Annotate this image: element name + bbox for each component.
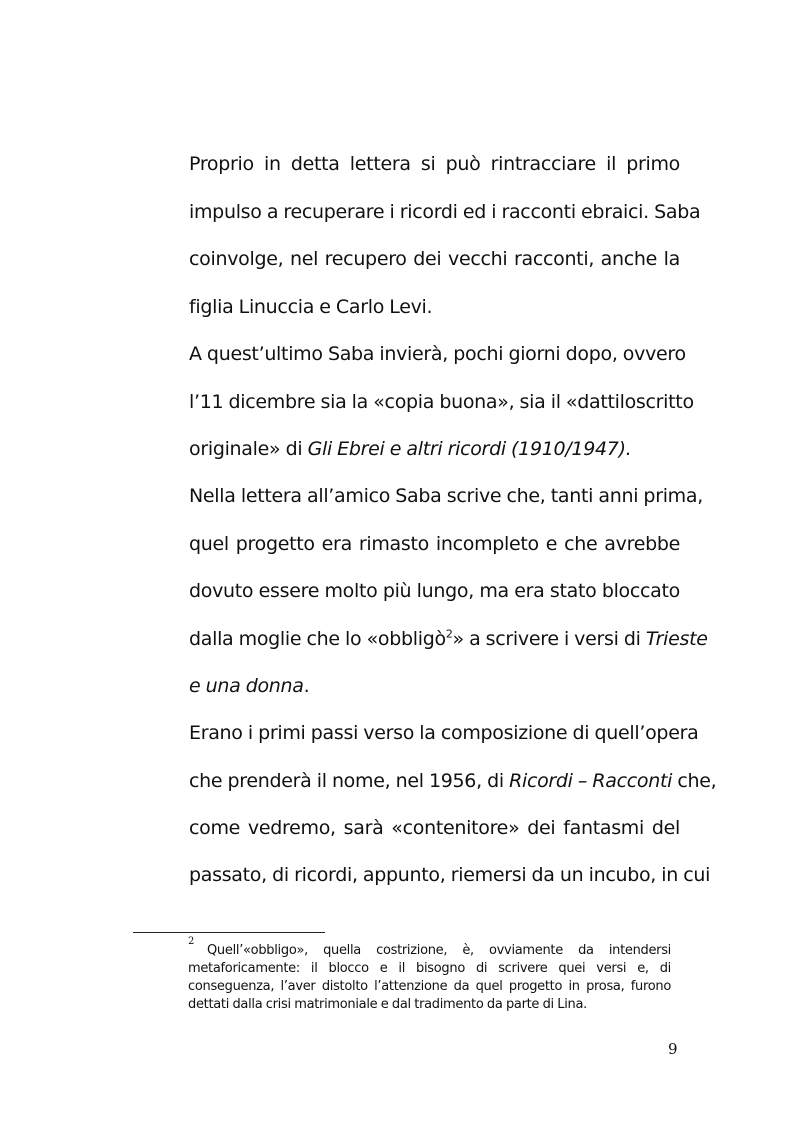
page-number: 9 — [668, 1040, 678, 1058]
text-segment: che prenderà il nome, nel 1956, di — [189, 770, 510, 792]
footnote-line: conseguenza, l’aver distolto l’attenzione da quel progetto in prosa, furono — [188, 979, 671, 994]
footnote-mark: 2 — [188, 936, 195, 947]
footnote-line: metaforicamente: il blocco e il bisogno di scrivere quei versi e, di — [188, 961, 671, 976]
book-title: Trieste — [645, 628, 708, 650]
paragraph-line — [189, 674, 680, 698]
paragraph-line: dovuto essere molto più lungo, ma era stato bloccato — [189, 580, 680, 602]
paragraph-line: passato, di ricordi, appunto, riemersi da un incubo, in cui — [189, 864, 711, 886]
paragraph-line: coinvolge, nel recupero dei vecchi racconti, anche la — [189, 248, 680, 270]
paragraph-line: Nella lettera all’amico Saba scrive che, tanti anni prima, — [189, 485, 703, 507]
text-segment: dalla moglie che lo «obbligò — [189, 628, 446, 650]
text-segment: originale» di — [189, 438, 308, 460]
book-title: Ricordi – Racconti — [509, 770, 673, 792]
footnote-line: Quell’«obbligo», quella costrizione, è, ovviamente da intendersi — [207, 943, 671, 958]
text-segment: . — [303, 675, 310, 697]
paragraph-line: quel progetto era rimasto incompleto e che avrebbe — [189, 533, 680, 555]
footnote-separator — [133, 932, 325, 933]
paragraph-line: impulso a recuperare i ricordi ed i racconti ebraici. Saba — [189, 201, 701, 223]
paragraph-line: figlia Linuccia e Carlo Levi. — [189, 296, 433, 318]
text-segment: che, — [672, 770, 717, 792]
footnote-reference[interactable]: 2 — [445, 627, 453, 641]
paragraph-line: A quest’ultimo Saba invierà, pochi giorni dopo, ovvero — [189, 343, 686, 365]
paragraph-line — [189, 769, 717, 793]
book-title: Gli Ebrei e altri ricordi (1910/1947). — [307, 438, 632, 460]
paragraph-line — [189, 437, 680, 461]
paragraph-line: come vedremo, sarà «contenitore» dei fantasmi del — [189, 817, 680, 839]
paragraph-line: Proprio in detta lettera si può rintracciare il primo — [189, 153, 680, 175]
footnote-line: dettati dalla crisi matrimoniale e dal tradimento da parte di Lina. — [188, 997, 587, 1012]
paragraph-line: Erano i primi passi verso la composizione di quell’opera — [189, 722, 699, 744]
text-segment: » a scrivere i versi di — [452, 628, 646, 650]
paragraph-line: l’11 dicembre sia la «copia buona», sia il «dattiloscritto — [189, 391, 694, 413]
book-title: e una donna — [189, 675, 304, 697]
paragraph-line — [189, 627, 708, 651]
